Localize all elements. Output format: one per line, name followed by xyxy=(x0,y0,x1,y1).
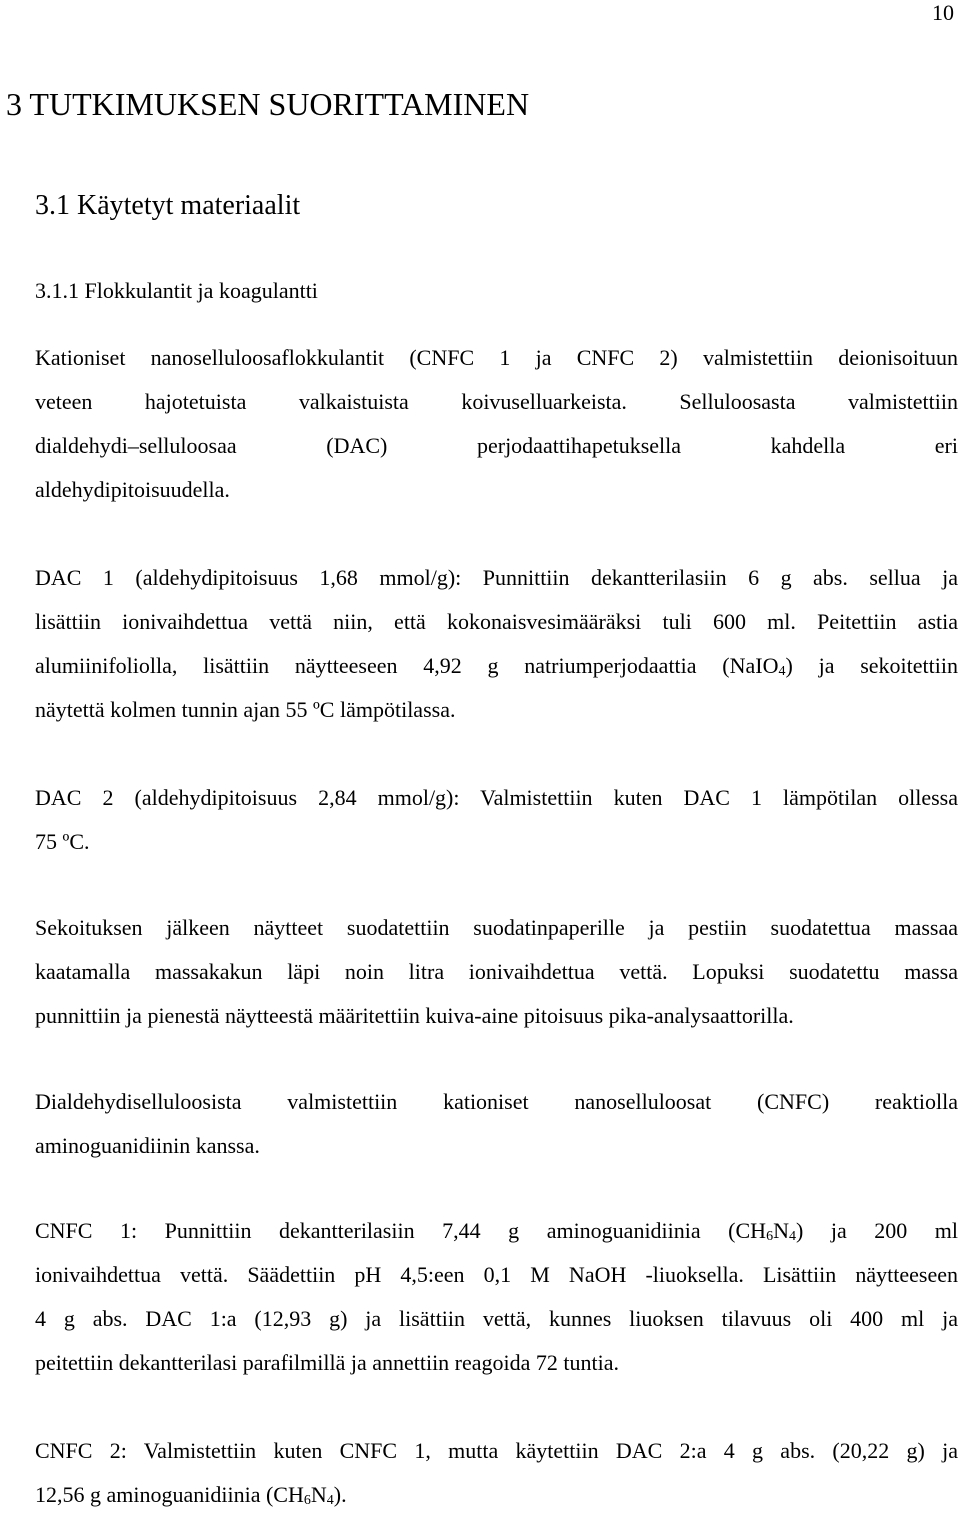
text-line xyxy=(35,644,958,688)
paragraph-cnfc2 xyxy=(35,1429,958,1517)
text-line: lisättiin ionivaihdettua vettä niin, että kokonaisvesimääräksi tuli 600 ml. Peitettiin astia xyxy=(35,609,958,634)
text-line: ionivaihdettua vettä. Säädettiin pH 4,5:een 0,1 M NaOH -liuoksella. Lisättiin näytteeseen xyxy=(35,1262,958,1287)
chapter-heading: 3 TUTKIMUKSEN SUORITTAMINEN xyxy=(6,86,530,122)
text-line xyxy=(35,1209,958,1253)
paragraph-dac1 xyxy=(35,556,958,732)
subscript: 4 xyxy=(326,1493,334,1508)
paragraph-intro xyxy=(35,336,958,512)
text-line: dialdehydi–selluloosaa (DAC) perjodaattihapetuksella kahdella eri xyxy=(35,433,958,458)
paragraph-cnfc-intro xyxy=(35,1080,958,1168)
text-segment: N xyxy=(310,1482,327,1507)
text-line: peitettiin dekantterilasi parafilmillä ja annettiin reagoida 72 tuntia. xyxy=(35,1350,620,1375)
subscript: 4 xyxy=(788,1229,796,1244)
text-segment: ). xyxy=(333,1482,347,1507)
text-line: Kationiset nanoselluloosaflokkulantit (CNFC 1 ja CNFC 2) valmistettiin deionisoituun xyxy=(35,345,958,370)
text-segment: 12,56 g aminoguanidiinia (CH xyxy=(35,1482,304,1507)
text-line: DAC 1 (aldehydipitoisuus 1,68 mmol/g): Punnittiin dekantterilasiin 6 g abs. sellua ja xyxy=(35,565,958,590)
text-segment: N xyxy=(773,1218,789,1243)
section-heading: 3.1 Käytetyt materiaalit xyxy=(35,190,301,221)
text-segment: ) ja sekoitettiin xyxy=(785,653,958,678)
text-segment: alumiinifoliolla, lisättiin näytteeseen 4,92 g natriumperjodaattia (NaIO xyxy=(35,653,779,678)
subscript: 6 xyxy=(766,1229,774,1244)
text-line: veteen hajotetuista valkaistuista koivuselluarkeista. Selluloosasta valmistettiin xyxy=(35,389,958,414)
text-segment: CNFC 1: Punnittiin dekantterilasiin 7,44 g aminoguanidiinia (CH xyxy=(35,1218,767,1243)
text-line: punnittiin ja pienestä näytteestä määritettiin kuiva-aine pitoisuus pika-analysaattorilla. xyxy=(35,1003,794,1028)
paragraph-dac2 xyxy=(35,776,958,864)
text-line xyxy=(35,1473,958,1517)
paragraph-filtration xyxy=(35,906,958,1038)
subscript: 4 xyxy=(778,664,786,679)
text-segment: ) ja 200 ml xyxy=(795,1218,958,1243)
text-line: aldehydipitoisuudella. xyxy=(35,477,230,502)
subsection-heading: 3.1.1 Flokkulantit ja koagulantti xyxy=(35,278,318,303)
text-line: 75 ºC. xyxy=(35,829,90,854)
text-line: näytettä kolmen tunnin ajan 55 ºC lämpötilassa. xyxy=(35,697,456,722)
text-line: Dialdehydiselluloosista valmistettiin kationiset nanoselluloosat (CNFC) reaktiolla xyxy=(35,1089,958,1114)
subscript: 6 xyxy=(303,1493,311,1508)
text-line: CNFC 2: Valmistettiin kuten CNFC 1, mutta käytettiin DAC 2:a 4 g abs. (20,22 g) ja xyxy=(35,1438,958,1463)
text-line: DAC 2 (aldehydipitoisuus 2,84 mmol/g): Valmistettiin kuten DAC 1 lämpötilan ollessa xyxy=(35,785,958,810)
text-line: 4 g abs. DAC 1:a (12,93 g) ja lisättiin vettä, kunnes liuoksen tilavuus oli 400 ml ja xyxy=(35,1306,958,1331)
text-line: kaatamalla massakakun läpi noin litra ionivaihdettua vettä. Lopuksi suodatettu massa xyxy=(35,959,958,984)
paragraph-cnfc1 xyxy=(35,1209,958,1385)
page-number: 10 xyxy=(932,0,954,25)
text-line: Sekoituksen jälkeen näytteet suodatettiin suodatinpaperille ja pestiin suodatettua massaa xyxy=(35,915,958,940)
text-line: aminoguanidiinin kanssa. xyxy=(35,1133,260,1158)
